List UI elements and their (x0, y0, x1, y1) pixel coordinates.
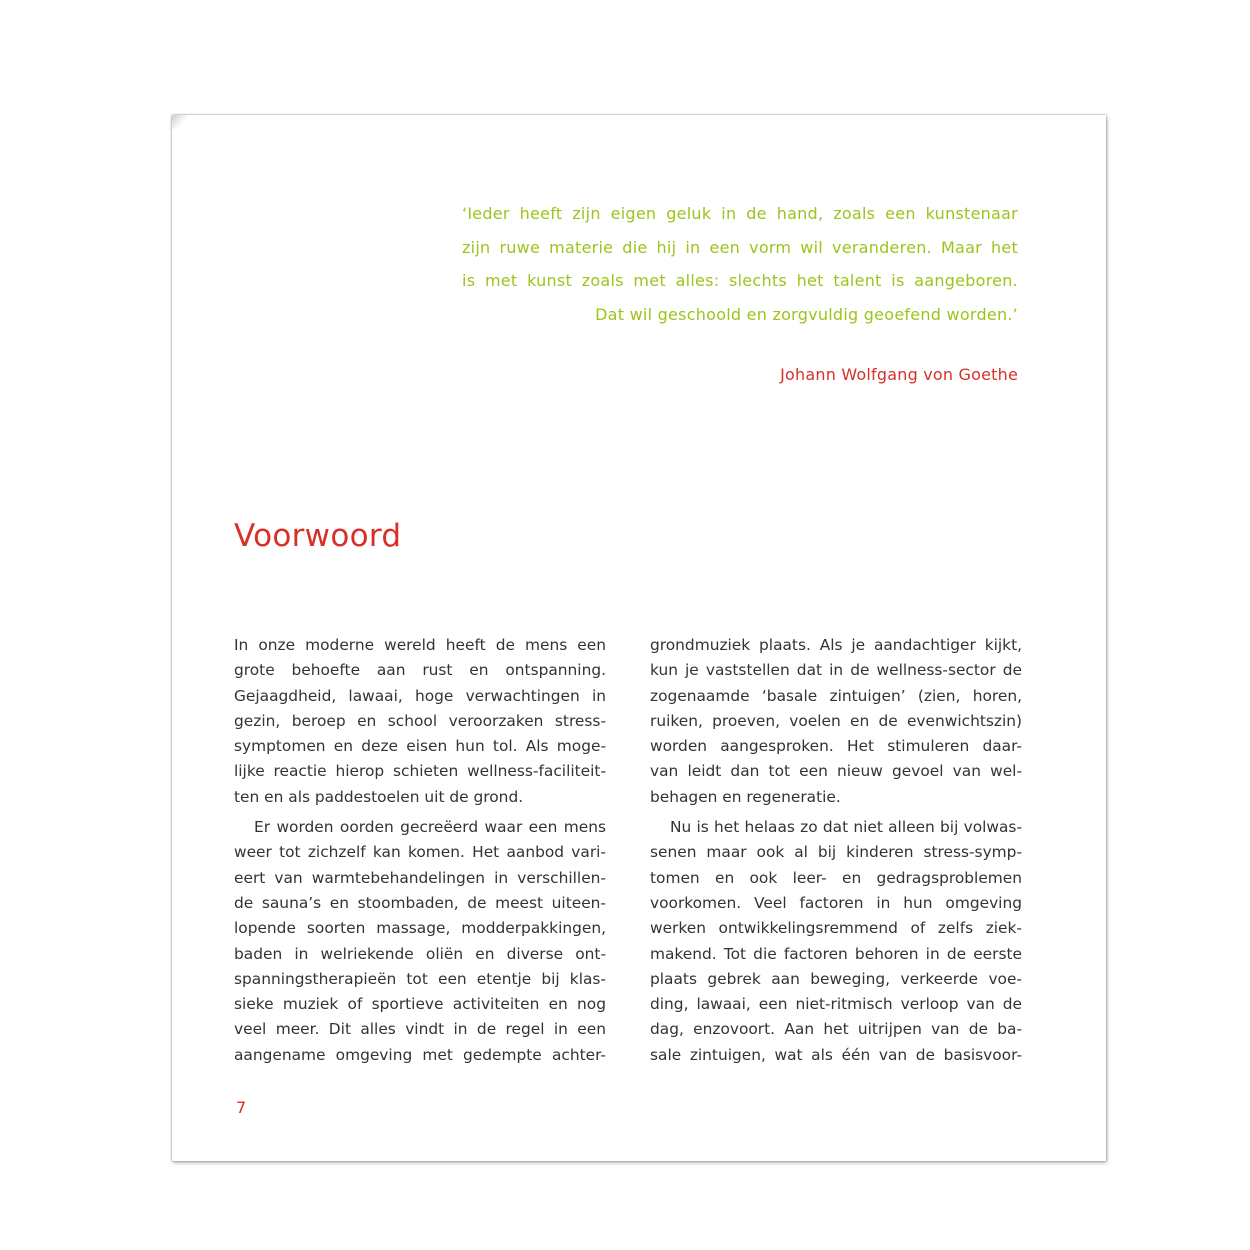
text-line: ruiken, proeven, voelen en de evenwichtszin) (650, 711, 1022, 730)
text-line: grondmuziek plaats. Als je aandachtiger kijkt, (650, 636, 1022, 654)
text-line: baden in welriekende oliën en diverse ont- (234, 944, 606, 963)
text-line: In onze moderne wereld heeft de mens een (234, 636, 606, 654)
quote-line: zijn ruwe materie die hij in een vorm wil veranderen. Maar het (462, 237, 1018, 257)
text-line: tomen en ook leer- en gedragsproblemen (650, 868, 1022, 887)
text-line: behagen en regeneratie. (650, 787, 841, 806)
page-number: 7 (236, 1098, 247, 1117)
text-line: lopende soorten massage, modderpakkingen, (234, 919, 606, 938)
quote-line: is met kunst zoals met alles: slechts het talent is aangeboren. (462, 271, 1018, 290)
text-column-right (650, 633, 1022, 1068)
text-line: zogenaamde ‘basale zintuigen’ (zien, horen, (650, 686, 1022, 705)
text-line: makend. Tot die factoren behoren in de eerste (650, 944, 1022, 963)
text-line: ten en als paddestoelen uit de grond. (234, 787, 524, 806)
text-line: spanningstherapieën tot een etentje bij klas- (234, 969, 606, 988)
text-line: aangename omgeving met gedempte achter- (234, 1045, 606, 1064)
text-line: voorkomen. Veel factoren in hun omgeving (650, 893, 1022, 912)
chapter-heading: Voorwoord (234, 518, 402, 554)
text-line: Gejaagdheid, lawaai, hoge verwachtingen in (234, 686, 606, 705)
paragraph (650, 633, 1022, 810)
text-line: kun je vaststellen dat in de wellness-sector de (650, 661, 1022, 680)
text-line: grote behoefte aan rust en ontspanning. (234, 661, 606, 680)
text-line: veel meer. Dit alles vindt in de regel in een (234, 1020, 606, 1039)
quote-author: Johann Wolfgang von Goethe (780, 365, 1018, 384)
quote-line: Dat wil geschoold en zorgvuldig geoefend worden.’ (595, 304, 1018, 324)
paragraph (234, 633, 606, 810)
text-column-left (234, 633, 606, 1068)
text-line: sale zintuigen, wat als één van de basisvoor- (650, 1045, 1022, 1064)
text-line: gezin, beroep en school veroorzaken stress- (234, 711, 606, 730)
text-line: senen maar ook al bij kinderen stress-symp- (650, 843, 1022, 862)
text-line: Er worden oorden gecreëerd waar een mens (254, 818, 606, 837)
text-line: worden aangesproken. Het stimuleren daar- (650, 737, 1022, 756)
text-line: werken ontwikkelingsremmend of zelfs ziek- (650, 919, 1022, 938)
text-line: symptomen en deze eisen hun tol. Als moge- (234, 737, 606, 756)
text-line: de sauna’s en stoombaden, de meest uiteen- (234, 893, 606, 912)
text-line: sieke muziek of sportieve activiteiten en nog (234, 995, 606, 1014)
paragraph (234, 815, 606, 1068)
book-page (172, 115, 1106, 1161)
text-line: lijke reactie hierop schieten wellness-faciliteit- (234, 762, 606, 781)
text-line: weer tot zichzelf kan komen. Het aanbod vari- (234, 843, 606, 862)
text-line: eert van warmtebehandelingen in verschillen- (234, 868, 606, 887)
quote-line: ‘Ieder heeft zijn eigen geluk in de hand, zoals een kunstenaar (462, 204, 1018, 223)
text-line: van leidt dan tot een nieuw gevoel van wel- (650, 762, 1022, 781)
text-line: plaats gebrek aan beweging, verkeerde voe- (650, 969, 1022, 988)
epigraph-quote (462, 197, 1018, 331)
text-line: Nu is het helaas zo dat niet alleen bij volwas- (670, 818, 1022, 837)
text-line: ding, lawaai, een niet-ritmisch verloop van de (650, 995, 1022, 1014)
paragraph (650, 815, 1022, 1068)
text-line: dag, enzovoort. Aan het uitrijpen van de ba- (650, 1020, 1022, 1039)
